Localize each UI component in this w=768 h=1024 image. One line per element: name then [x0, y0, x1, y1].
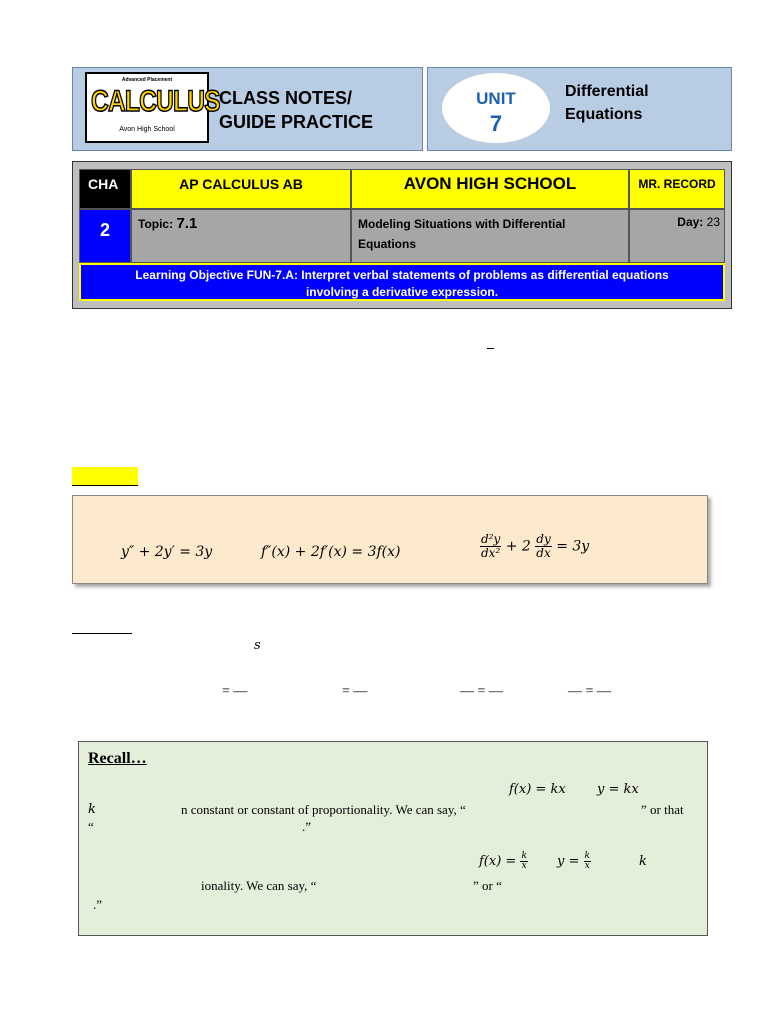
info-table [72, 161, 732, 309]
recall-line3-mid: ” or “ [473, 878, 502, 893]
fragment-4: — = — [568, 684, 611, 699]
cha-label: CHA [88, 176, 119, 192]
k-symbol: k [88, 802, 96, 817]
recall-line3: ionality. We can say, “ [201, 878, 317, 893]
recall-line1-end: ” or that [641, 802, 684, 817]
direct-equation-1: f(x) = kx [509, 782, 566, 797]
calculus-logo [85, 72, 220, 143]
header-title-line2: GUIDE PRACTICE [219, 112, 374, 132]
equation-3: $\frac{\text{d²y}}{\text{dx²}}$ + 2 $\frac{dy}{dx}$ = 3y [481, 532, 590, 560]
logo-top-text: Advanced Placement [121, 77, 173, 83]
fragment-3: — = — [460, 684, 503, 699]
cha-cell [79, 169, 131, 209]
unit-badge [442, 73, 550, 143]
logo-main-text: CALCULUS [91, 85, 220, 118]
d2y-dx2-fraction: $\frac{\text{d²y}}{\text{dx²}}$ [481, 532, 501, 560]
day-number: 23 [706, 215, 720, 229]
header-left-box [72, 67, 423, 151]
inverse-eq2-left: y = [557, 854, 580, 869]
header-title [219, 86, 373, 134]
fragment-2: = — [342, 684, 368, 699]
chapter-cell [79, 209, 131, 263]
unit-title-line1: Differential [565, 83, 649, 100]
logo-sub-text: Avon High School [119, 126, 175, 133]
teacher-cell [629, 169, 725, 209]
unit-title [565, 80, 649, 126]
course-cell [131, 169, 351, 209]
unit-number: 7 [489, 111, 503, 136]
inverse-eq1-left: f(x) = [479, 854, 517, 869]
objective-cell [79, 263, 725, 301]
topic-number: 7.1 [176, 215, 198, 232]
recall-line4: .” [93, 897, 103, 912]
chapter-number: 2 [99, 220, 110, 240]
inverse-equation-2 [557, 852, 591, 871]
equation-3-tail: = 3y [556, 538, 590, 555]
teacher-name: MR. RECORD [638, 177, 716, 191]
inverse-equation-1 [479, 852, 528, 871]
topic-title-line1: Modeling Situations with Differential [358, 217, 566, 231]
school-name: AVON HIGH SCHOOL [403, 174, 577, 193]
small-dash [487, 348, 494, 349]
recall-box [78, 741, 708, 936]
equation-2: f″(x) + 2f′(x) = 3f(x) [261, 544, 401, 560]
direct-equation-2: y = kx [597, 782, 639, 797]
objective-line2: involving a derivative expression. [305, 285, 499, 299]
variable-s: s [254, 638, 261, 653]
k-over-x-fraction-1: $\frac{k}{x}$ [521, 851, 527, 871]
recall-line2-end: .” [302, 819, 312, 834]
k-symbol-2: k [639, 854, 647, 869]
recall-heading: Recall… [88, 750, 147, 767]
day-cell [629, 209, 725, 263]
recall-line1-text: n constant or constant of proportionality. We can say, “ [181, 802, 466, 817]
recall-line1 [181, 802, 466, 818]
definition-box [72, 495, 708, 584]
topic-title-cell [351, 209, 629, 263]
topic-title-line2: Equations [358, 237, 417, 251]
school-cell [351, 169, 629, 209]
unit-title-line2: Equations [565, 106, 643, 123]
highlight-blank [72, 467, 138, 486]
objective-line1: Learning Objective FUN-7.A: Interpret verbal statements of problems as differential equations [135, 268, 669, 282]
underline-blank [72, 633, 132, 634]
header-title-line1: CLASS NOTES/ [219, 88, 353, 108]
dy-dx-fraction: $\frac{dy}{dx}$ [536, 532, 551, 560]
topic-label: Topic: [138, 217, 174, 231]
equation-1: y″ + 2y′ = 3y [121, 544, 213, 560]
day-label: Day: [677, 215, 704, 229]
header-right-box [427, 67, 732, 151]
unit-label: UNIT [476, 89, 516, 108]
course-name: AP CALCULUS AB [179, 176, 303, 192]
topic-cell [131, 209, 351, 263]
k-over-x-fraction-2: $\frac{k}{x}$ [584, 851, 590, 871]
recall-line2-start: “ [88, 819, 94, 834]
fragment-1: = — [222, 684, 248, 699]
